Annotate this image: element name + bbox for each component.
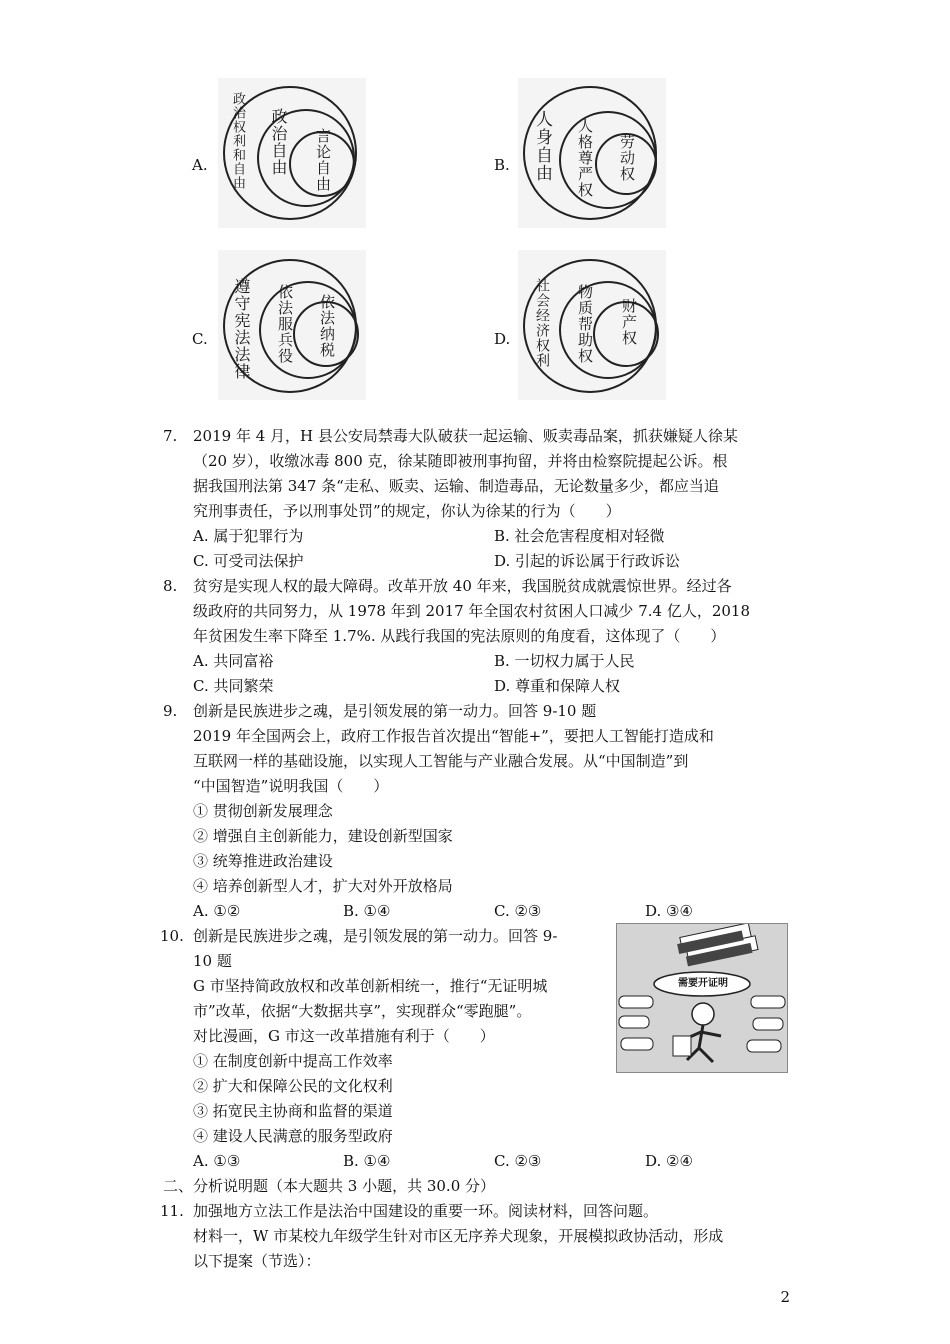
q10-statement-3: ③ 拓宽民主协商和监督的渠道: [193, 1102, 393, 1120]
q9-line: 互联网一样的基础设施，以实现人工智能与产业融合发展。从“中国制造”到: [193, 752, 689, 770]
q10-line: 10 题: [193, 952, 232, 970]
q9-line: 创新是民族进步之魂，是引领发展的第一动力。回答 9-10 题: [193, 702, 597, 720]
q8-option-b[interactable]: B. 一切权力属于人民: [494, 652, 635, 670]
q11-line: 加强地方立法工作是法治中国建设的重要一环。阅读材料，回答问题。: [193, 1202, 659, 1220]
diagram-c: [218, 250, 366, 400]
diagram-d-inner: 财产权: [620, 298, 638, 346]
diagram-c-letter: C.: [192, 330, 208, 348]
q7-line: 据我国刑法第 347 条“走私、贩卖、运输、制造毒品，无论数量多少，都应当追: [193, 477, 719, 495]
q9-statement-1: ① 贯彻创新发展理念: [193, 802, 333, 820]
q9-line: “中国智造”说明我国（ ）: [193, 777, 389, 795]
q8-option-c[interactable]: C. 共同繁荣: [193, 677, 274, 695]
diagram-a-inner: 言论自由: [314, 128, 332, 192]
q8-line: 年贫困发生率下降至 1.7%. 从践行我国的宪法原则的角度看，这体现了（ ）: [193, 627, 726, 645]
q10-line: 对比漫画，G 市这一改革措施有利于（ ）: [193, 1027, 495, 1045]
diagram-c-inner: 依法纳税: [318, 294, 336, 358]
comic-banner-text: 需要开证明: [678, 978, 728, 989]
q8-option-d[interactable]: D. 尊重和保障人权: [494, 677, 621, 695]
q9-line: 2019 年全国两会上，政府工作报告首次提出“智能+”，要把人工智能打造成和: [193, 727, 714, 745]
q9-option-c[interactable]: C. ②③: [494, 902, 542, 920]
q8-option-a[interactable]: A. 共同富裕: [193, 652, 274, 670]
diagram-d-middle: 物质帮助权: [576, 284, 594, 364]
section-heading: 二、分析说明题（本大题共 3 小题，共 30.0 分）: [163, 1177, 496, 1195]
diagram-b-middle: 人格尊严权: [576, 118, 594, 198]
q9-option-a[interactable]: A. ①②: [193, 902, 241, 920]
q9-statement-2: ② 增强自主创新能力，建设创新型国家: [193, 827, 453, 845]
q9-option-b[interactable]: B. ①④: [343, 902, 391, 920]
comic-illustration: [616, 923, 788, 1073]
diagram-c-middle: 依法服兵役: [276, 284, 294, 364]
q10-statement-2: ② 扩大和保障公民的文化权利: [193, 1077, 393, 1095]
q9-option-d[interactable]: D. ③④: [645, 902, 693, 920]
q9-number: 9.: [163, 702, 178, 720]
q7-option-b[interactable]: B. 社会危害程度相对轻微: [494, 527, 665, 545]
diagram-b: [518, 78, 666, 228]
q11-line: 材料一，W 市某校九年级学生针对市区无序养犬现象，开展模拟政协活动，形成: [193, 1227, 724, 1245]
diagram-d-outer: 社会经济权利: [534, 278, 550, 368]
q7-line: 究刑事责任，予以刑事处罚”的规定，你认为徐某的行为（ ）: [193, 502, 621, 520]
q10-option-b[interactable]: B. ①④: [343, 1152, 391, 1170]
q10-number: 10.: [160, 927, 184, 945]
q8-number: 8.: [163, 577, 178, 595]
q7-number: 7.: [163, 427, 178, 445]
q10-statement-1: ① 在制度创新中提高工作效率: [193, 1052, 393, 1070]
q10-option-a[interactable]: A. ①③: [193, 1152, 241, 1170]
q9-statement-4: ④ 培养创新型人才，扩大对外开放格局: [193, 877, 453, 895]
diagram-b-outer: 人身自由: [532, 110, 552, 182]
q10-statement-4: ④ 建设人民满意的服务型政府: [193, 1127, 393, 1145]
q10-line: 创新是民族进步之魂，是引领发展的第一动力。回答 9-: [193, 927, 558, 945]
q11-number: 11.: [160, 1202, 184, 1220]
q7-line: （20 岁），收缴冰毒 800 克，徐某随即被刑事拘留，并将由检察院提起公诉。根: [193, 452, 728, 470]
diagram-a-letter: A.: [192, 156, 208, 174]
q7-line: 2019 年 4 月，H 县公安局禁毒大队破获一起运输、贩卖毒品案，抓获嫌疑人徐某: [193, 427, 738, 445]
page-number: 2: [780, 1288, 790, 1306]
diagram-a: [218, 78, 366, 228]
diagram-b-inner: 劳动权: [618, 134, 636, 182]
diagram-d-letter: D.: [494, 330, 511, 348]
q10-option-c[interactable]: C. ②③: [494, 1152, 542, 1170]
q9-statement-3: ③ 统筹推进政治建设: [193, 852, 333, 870]
diagram-b-letter: B.: [494, 156, 510, 174]
q10-line: 市”改革，依据“大数据共享”，实现群众“零跑腿”。: [193, 1002, 532, 1020]
diagram-c-outer: 遵守宪法法律: [232, 278, 251, 380]
diagram-d: [518, 250, 666, 400]
diagram-a-middle: 政治自由: [269, 108, 288, 176]
q7-option-c[interactable]: C. 可受司法保护: [193, 552, 304, 570]
q10-option-d[interactable]: D. ②④: [645, 1152, 693, 1170]
q7-option-d[interactable]: D. 引起的诉讼属于行政诉讼: [494, 552, 681, 570]
q11-line: 以下提案（节选）：: [193, 1252, 321, 1270]
diagram-a-outer: 政治权利和自由: [230, 92, 245, 190]
q10-line: G 市坚持简政放权和改革创新相统一，推行“无证明城: [193, 977, 548, 995]
q8-line: 贫穷是实现人权的最大障碍。改革开放 40 年来，我国脱贫成就震惊世界。经过各: [193, 577, 732, 595]
q8-line: 级政府的共同努力，从 1978 年到 2017 年全国农村贫困人口减少 7.4 亿人，2018: [193, 602, 750, 620]
q7-option-a[interactable]: A. 属于犯罪行为: [193, 527, 304, 545]
